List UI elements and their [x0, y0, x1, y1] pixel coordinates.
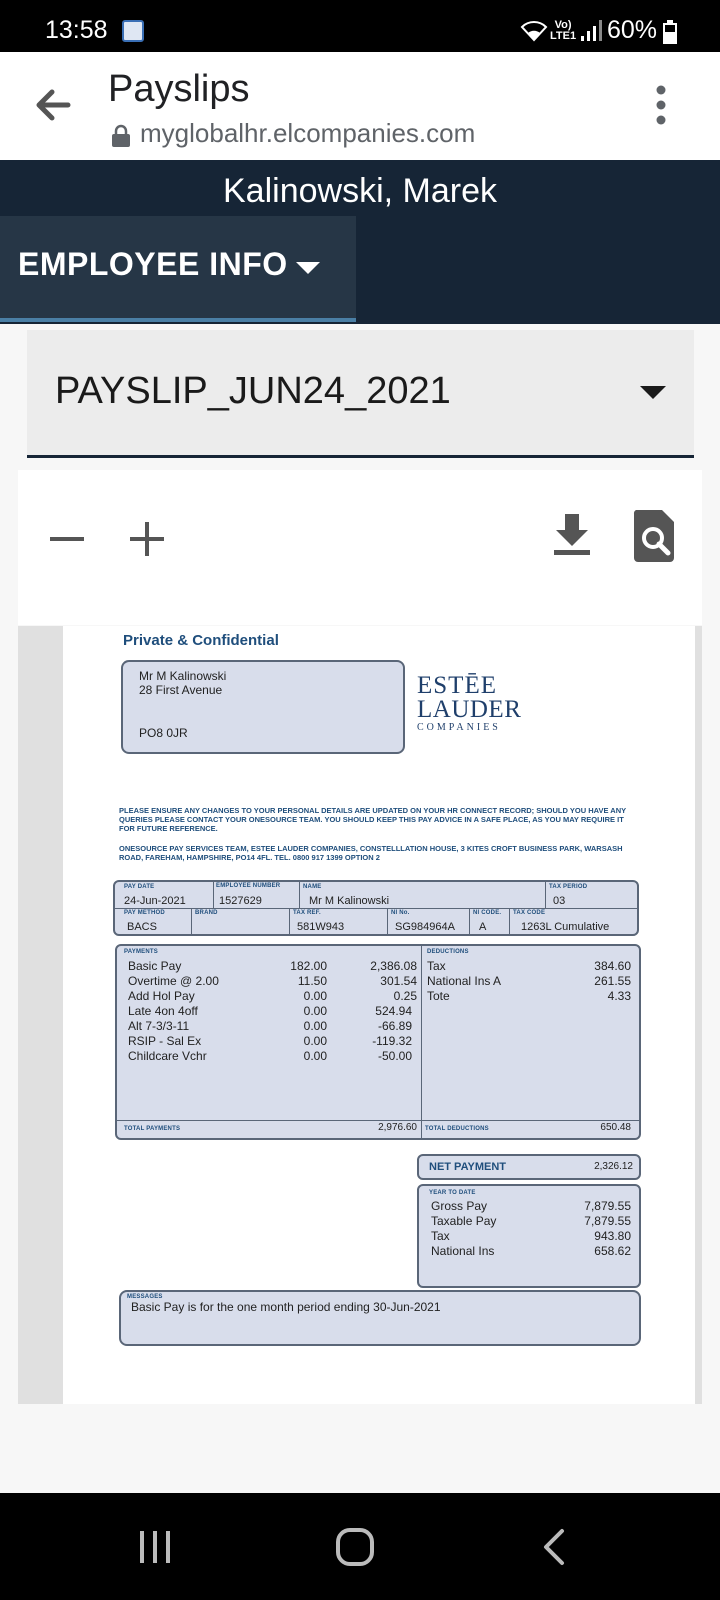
caret-down-icon [640, 386, 666, 399]
payment-desc: Alt 7-3/3-11 [128, 1019, 190, 1033]
payment-units: 182.00 [290, 959, 327, 973]
zoom-in-icon[interactable] [128, 520, 166, 558]
ytd-desc: Gross Pay [431, 1199, 488, 1213]
employee-details-grid [113, 880, 639, 936]
payslip-select-value: PAYSLIP_JUN24_2021 [55, 370, 451, 412]
message-text: Basic Pay is for the one month period ending 30-Jun-2021 [131, 1300, 441, 1314]
messages-label: MESSAGES [127, 1294, 163, 1300]
zoom-out-icon[interactable] [48, 520, 86, 558]
total-payments-label: TOTAL PAYMENTS [124, 1126, 181, 1132]
total-deductions-label: TOTAL DEDUCTIONS [425, 1126, 489, 1132]
tax-ref-value: 581W943 [297, 921, 345, 933]
deduction-amount: 261.55 [594, 974, 631, 988]
payment-amount: -119.32 [372, 1034, 412, 1048]
back-nav-icon[interactable] [540, 1527, 570, 1567]
system-nav-bar [0, 1493, 720, 1600]
payment-desc: Childcare Vchr [128, 1049, 207, 1063]
ni-no-value: SG984964A [395, 921, 455, 933]
battery-percent: 60% [607, 16, 658, 44]
total-deductions-value: 650.48 [600, 1122, 631, 1133]
ytd-desc: Taxable Pay [431, 1214, 497, 1228]
lock-icon [110, 124, 132, 148]
pay-method-label: PAY METHOD [124, 910, 165, 916]
caret-down-icon [296, 262, 320, 274]
payment-units: 0.00 [303, 989, 327, 1003]
volte-indicator: Vo) LTE1 [550, 19, 577, 42]
payments-deductions-box [115, 944, 641, 1140]
payment-amount: 2,386.08 [370, 959, 417, 973]
signal-icon [580, 18, 604, 42]
payment-desc: Basic Pay [128, 959, 182, 973]
payment-desc: Late 4on 4off [128, 1004, 198, 1018]
employee-name: Kalinowski, Marek [223, 172, 497, 210]
wifi-icon [520, 20, 548, 42]
brand-label: BRAND [195, 910, 218, 916]
payment-amount: 301.54 [380, 974, 417, 988]
address-line-1: Mr M Kalinowski [139, 669, 227, 683]
status-time: 13:58 [45, 16, 108, 44]
deduction-desc: Tote [427, 989, 450, 1003]
payments-label: PAYMENTS [124, 949, 158, 955]
payment-amount: 524.94 [375, 1004, 412, 1018]
ni-code-label: NI CODE. [473, 910, 502, 916]
home-icon[interactable] [335, 1527, 375, 1567]
payment-amount: -66.89 [377, 1019, 412, 1033]
battery-icon [663, 20, 677, 44]
employee-info-menu[interactable] [0, 216, 356, 322]
total-payments-value: 2,976.60 [378, 1122, 417, 1133]
status-bar [0, 0, 720, 52]
confidential-heading: Private & Confidential [123, 632, 279, 649]
pay-method-value: BACS [127, 921, 157, 933]
employee-number-label: EMPLOYEE NUMBER [216, 883, 281, 889]
name-label: NAME [303, 884, 322, 890]
name-value: Mr M Kalinowski [309, 895, 390, 907]
document-search-icon[interactable] [632, 510, 676, 562]
address-postcode: PO8 0JR [139, 726, 188, 740]
deduction-amount: 4.33 [607, 989, 631, 1003]
employee-number-value: 1527629 [219, 895, 262, 907]
address-line-2: 28 First Avenue [139, 683, 223, 697]
ytd-desc: National Ins [431, 1244, 495, 1258]
payment-units: 11.50 [297, 974, 327, 988]
more-options-icon[interactable] [648, 84, 674, 126]
ytd-amount: 943.80 [594, 1229, 631, 1243]
payment-desc: Overtime @ 2.00 [128, 974, 219, 988]
net-payment-value: 2,326.12 [594, 1161, 633, 1172]
payment-units: 0.00 [303, 1034, 327, 1048]
payslip-page [63, 626, 695, 1404]
pay-date-label: PAY DATE [124, 884, 155, 890]
deductions-label: DEDUCTIONS [427, 949, 469, 955]
address-box [121, 660, 405, 754]
employee-header [0, 160, 720, 324]
page-title: Payslips [108, 68, 250, 110]
onesource-address: ONESOURCE PAY SERVICES TEAM, ESTEE LAUDER COMPANIES, CONSTELLLATION HOUSE, 3 KITES CROFT BUSINESS PARK, WARSASH ROAD, FAREHAM, HAMPSHIRE, PO14 4FL. TEL. 0800 917 1399 OPTION 2 [119, 844, 623, 862]
payment-desc: RSIP - Sal Ex [128, 1034, 202, 1048]
employee-info-label: EMPLOYEE INFO [18, 246, 288, 282]
recent-apps-icon[interactable] [136, 1529, 174, 1565]
ni-code-value: A [479, 921, 487, 933]
ni-no-label: NI No. [391, 910, 410, 916]
year-to-date-label: YEAR TO DATE [429, 1190, 476, 1196]
payment-desc: Add Hol Pay [128, 989, 195, 1003]
tax-code-label: TAX CODE [513, 910, 546, 916]
payslip-select[interactable] [27, 330, 694, 458]
payslip-notice: PLEASE ENSURE ANY CHANGES TO YOUR PERSONAL DETAILS ARE UPDATED ON YOUR HR CONNECT RECORD; SHOULD YOU HAVE ANY QUERIES PLEASE CONTACT YOUR ONESOURCE TEAM. YOU SHOULD KEEP THIS PAY ADVICE IN A SAFE PLACE, AS YOU MAY REQUIRE IT FOR FUTURE REFERENCE. [119, 806, 627, 833]
payment-units: 0.00 [303, 1019, 327, 1033]
messages-box [119, 1290, 641, 1346]
payment-units: 0.00 [303, 1049, 327, 1063]
ytd-desc: Tax [431, 1229, 450, 1243]
payment-amount: -50.00 [377, 1049, 412, 1063]
tax-period-value: 03 [553, 895, 566, 907]
net-payment-box [417, 1154, 641, 1180]
tax-period-label: TAX PERIOD [549, 884, 588, 890]
payment-units: 0.00 [303, 1004, 327, 1018]
tax-ref-label: TAX REF. [293, 910, 321, 916]
document-toolbar [18, 470, 702, 625]
pay-date-value: 24-Jun-2021 [124, 895, 186, 907]
payment-amount: 0.25 [393, 989, 417, 1003]
ytd-amount: 7,879.55 [584, 1214, 631, 1228]
ytd-amount: 658.62 [594, 1244, 631, 1258]
estee-lauder-logo: ESTĒE LAUDER COMPANIES [417, 672, 522, 733]
year-to-date-box [417, 1184, 641, 1288]
download-icon[interactable] [552, 512, 592, 558]
net-payment-label: NET PAYMENT [429, 1161, 507, 1173]
deduction-desc: Tax [427, 959, 446, 973]
notification-app-icon [122, 20, 144, 42]
deduction-desc: National Ins A [427, 974, 502, 988]
back-arrow-icon[interactable] [32, 84, 74, 126]
app-bar [0, 52, 720, 160]
ytd-amount: 7,879.55 [584, 1199, 631, 1213]
site-url: myglobalhr.elcompanies.com [140, 118, 476, 148]
tax-code-value: 1263L Cumulative [521, 921, 610, 933]
deduction-amount: 384.60 [594, 959, 631, 973]
document-viewer[interactable] [18, 626, 702, 1404]
